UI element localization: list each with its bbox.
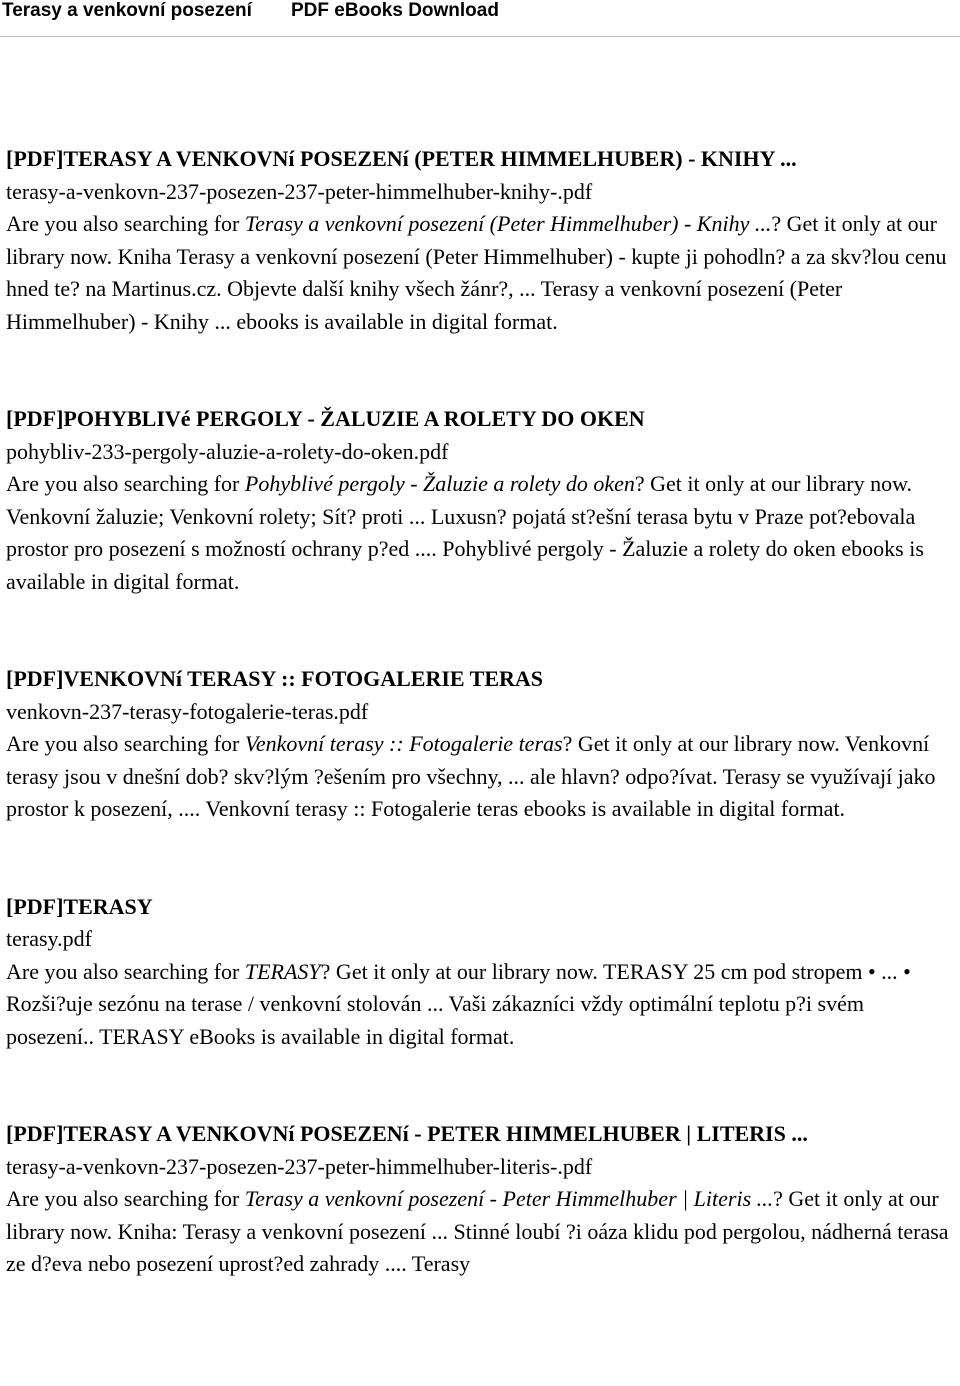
search-query: TERASY [244,958,321,984]
result-description [6,956,954,1054]
search-query: Terasy a venkovní posezení (Peter Himmelhuber) - Knihy ... [244,211,772,236]
result-title[interactable]: [PDF]VENKOVNí TERASY :: FOTOGALERIE TERAS [6,666,544,691]
result-description [6,208,954,338]
result-item [6,663,954,826]
description-body: ? Get it only at our library now. Venkovní terasy jsou v dnešní dob? skv?lým ?ešením pro všechny, ... ale hlavn? odpo?ívat. Terasy se využívají jako prostor k posezení, .... Venkovní terasy :: Fotogalerie teras ebooks is available in digital format. [6,731,936,821]
result-item [6,403,954,598]
result-title[interactable]: [PDF]TERASY [6,893,153,919]
result-item [6,1118,954,1281]
description-body: ? Get it only at our library now. Venkovní žaluzie; Venkovní rolety; Sít? proti ... Luxusn? pojatá st?ešní terasa bytu v Praze pot?ebovala prostor pro posezení s možností ochrany p?ed .... Pohyblivé pergoly - Žaluzie a rolety do oken ebooks is available in digital format. [6,471,924,594]
result-description [6,468,954,598]
result-filename: venkovn-237-terasy-fotogalerie-teras.pdf [6,698,369,724]
result-title[interactable]: [PDF]TERASY A VENKOVNí POSEZENí - PETER HIMMELHUBER | LITERIS ... [6,1121,808,1146]
result-filename: terasy-a-venkovn-237-posezen-237-peter-himmelhuber-literis-.pdf [6,1153,593,1179]
description-prefix: Are you also searching for [6,1186,245,1211]
site-title[interactable]: Terasy a venkovní posezení [2,0,252,21]
description-body: ? Get it only at our library now. TERASY 25 cm pod stropem • ... • Rozši?uje sezónu na terase / venkovní stolován ... Vaši zákazníci vždy optimální teplotu p?i svém posezení.. TERASY eBooks is available in digital format. [6,958,911,1049]
site-subtitle[interactable]: PDF eBooks Download [291,0,499,21]
description-prefix: Are you also searching for [6,211,245,236]
description-body: ? Get it only at our library now. Kniha Terasy a venkovní posezení (Peter Himmelhuber) - kupte ji pohodln? a za skv?lou cenu hned te? na Martinus.cz. Objevte další knihy všech žánr?, ... Terasy a venkovní posezení (Peter Himmelhuber) - Knihy ... ebooks is available in digital format. [6,211,947,334]
result-item [6,143,954,338]
result-filename: terasy-a-venkovn-237-posezen-237-peter-himmelhuber-knihy-.pdf [6,178,593,204]
result-title[interactable]: [PDF]TERASY A VENKOVNí POSEZENí (PETER HIMMELHUBER) - KNIHY ... [6,146,797,171]
description-prefix: Are you also searching for [6,471,245,496]
description-prefix: Are you also searching for [6,731,245,756]
page-header [0,0,960,38]
search-query: Pohyblivé pergoly - Žaluzie a rolety do oken [244,471,635,496]
description-prefix: Are you also searching for [6,958,245,984]
description-body: ? Get it only at our library now. Kniha: Terasy a venkovní posezení ... Stinné loubí ?i oáza klidu pod pergolou, nádherná terasa ze d?eva nebo posezení uprost?ed zahrady .... Terasy [6,1186,949,1276]
header-divider [0,36,960,37]
results-list [6,143,954,1346]
result-filename: pohybliv-233-pergoly-aluzie-a-rolety-do-oken.pdf [6,438,449,464]
search-query: Venkovní terasy :: Fotogalerie teras [244,731,563,756]
search-query: Terasy a venkovní posezení - Peter Himmelhuber | Literis ... [244,1186,774,1211]
result-title[interactable]: [PDF]POHYBLIVé PERGOLY - ŽALUZIE A ROLETY DO OKEN [6,406,645,431]
result-filename: terasy.pdf [6,926,92,951]
result-item [6,891,954,1054]
result-description [6,1183,954,1281]
result-description [6,728,954,826]
